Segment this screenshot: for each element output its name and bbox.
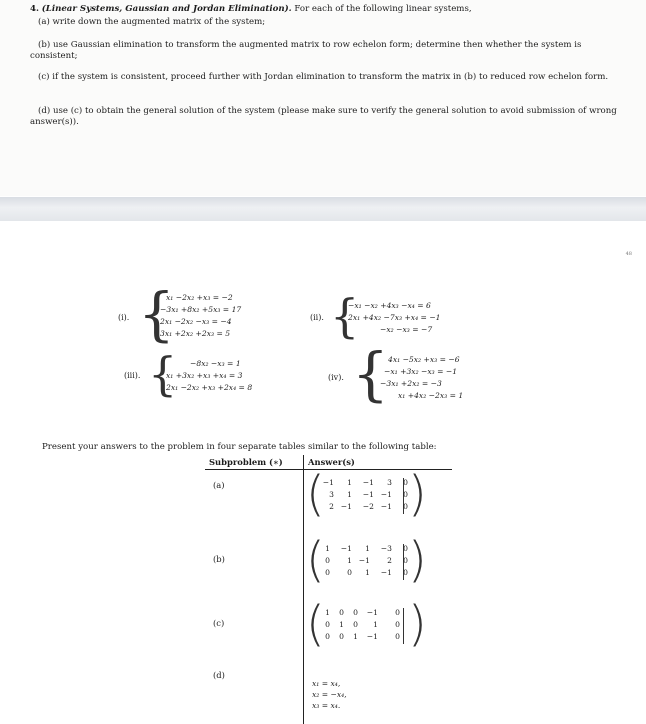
left-brace: {	[148, 347, 178, 401]
equation: 4x₁ −5x₂ +x₃ = −6	[388, 355, 460, 364]
left-brace: {	[138, 280, 175, 348]
part-d: (d) use (c) to obtain the general solution of the system (please make sure to verify the general solution to avoid submission of wrong answer(s)).	[30, 106, 617, 127]
table-row	[205, 600, 452, 664]
matrix-row: 1 0 0 −1 0	[325, 607, 400, 617]
left-paren: (	[306, 595, 325, 652]
row-echelon-matrix	[304, 531, 452, 600]
problem-intro: For each of the following linear systems,	[294, 4, 472, 14]
equation: 2x₁ −2x₂ +x₃ +2x₄ = 8	[166, 383, 253, 392]
page-separator	[0, 197, 646, 221]
equation: −3x₁ +2x₂ = −3	[380, 379, 442, 388]
matrix-row: 2 −1 −2 −1 0	[329, 502, 408, 511]
right-paren: )	[408, 531, 427, 588]
equation: x₁ −2x₂ +x₃ = −2	[166, 293, 233, 302]
equation: −x₁ +3x₂ −x₃ = −1	[384, 367, 458, 376]
problem-title: (Linear Systems, Gaussian and Jordan Elimination).	[41, 4, 292, 14]
equation: −x₂ −x₃ = −7	[380, 325, 433, 334]
subproblem-label: (d)	[205, 664, 304, 724]
matrix-row: 1 −1 1 −3 0	[325, 543, 408, 553]
augment-bar	[403, 608, 404, 644]
system-label: (i).	[118, 313, 130, 322]
equation: 2x₁ −2x₂ −x₃ = −4	[160, 317, 232, 326]
subproblem-label: (c)	[205, 600, 304, 664]
left-paren: (	[306, 466, 325, 522]
augmented-matrix	[304, 466, 452, 534]
right-paren: )	[408, 466, 427, 522]
problem-heading	[30, 4, 630, 15]
equation: x₁ +3x₂ +x₃ +x₄ = 3	[166, 371, 243, 380]
table-row	[205, 664, 452, 724]
equation: 3x₁ +2x₂ +2x₃ = 5	[160, 329, 231, 338]
table-row	[205, 470, 452, 536]
solution-line: x₂ = −x₄,	[312, 689, 347, 699]
matrix-row: −1 1 −1 3 0	[322, 478, 408, 487]
problem-page	[0, 0, 646, 196]
system-label: (iii).	[124, 371, 141, 380]
matrix-row: 0 0 1 −1 0	[325, 631, 400, 641]
right-paren: )	[408, 595, 427, 652]
part-b: (b) use Gaussian elimination to transform the augmented matrix to row echelon form; determine then whether the system is consistent;	[30, 40, 582, 61]
equation: x₁ +4x₂ −2x₃ = 1	[398, 391, 464, 400]
left-paren: (	[306, 531, 325, 588]
equation: 2x₁ +4x₂ −7x₃ +x₄ = −1	[348, 313, 441, 322]
matrix-row: 3 1 −1 −1 0	[329, 490, 408, 499]
general-solution	[304, 664, 452, 711]
answer-page	[0, 221, 646, 710]
equation: −3x₁ +8x₂ +5x₃ = 17	[160, 305, 242, 314]
equation: −8x₂ −x₃ = 1	[190, 359, 241, 368]
system-label: (iv).	[328, 373, 344, 382]
matrix-row: 0 1 0 1 0	[325, 619, 400, 629]
left-brace: {	[330, 289, 360, 343]
matrix-row: 0 1 −1 2 0	[325, 555, 408, 565]
answer-table	[205, 455, 452, 724]
subproblem-label: (a)	[205, 470, 304, 536]
part-a: (a) write down the augmented matrix of the system;	[38, 17, 266, 27]
solution-line: x₃ = x₄.	[312, 700, 341, 710]
reduced-row-echelon-matrix	[304, 595, 452, 664]
subproblem-label: (b)	[205, 536, 304, 600]
page-number: 48	[625, 251, 632, 257]
equation: −x₁ −x₂ +4x₃ −x₄ = 6	[348, 301, 431, 310]
table-row	[205, 536, 452, 600]
system-label: (ii).	[310, 313, 324, 322]
subproblem-header: Subproblem (∗)	[205, 455, 304, 470]
instruction-text: Present your answers to the problem in four separate tables similar to the following table:	[42, 442, 437, 452]
left-brace: {	[352, 340, 389, 408]
solution-line: x₁ = x₄,	[312, 678, 341, 688]
answers-header: Answer(s)	[304, 455, 453, 470]
matrix-row: 0 0 1 −1 0	[325, 567, 408, 577]
part-c: (c) if the system is consistent, proceed further with Jordan elimination to transform the matrix in (b) to reduced row echelon form.	[38, 72, 609, 82]
problem-number: 4.	[30, 4, 39, 14]
